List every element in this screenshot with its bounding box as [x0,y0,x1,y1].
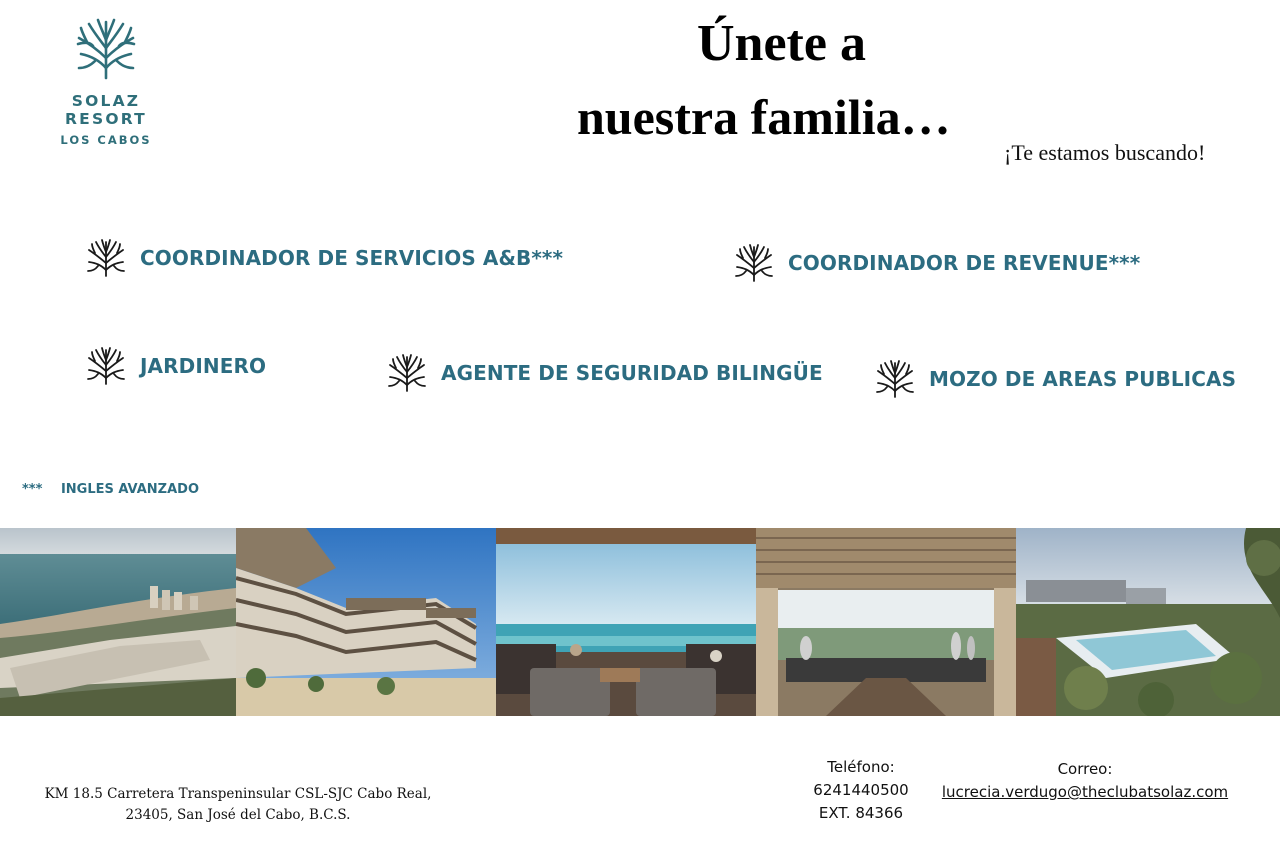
phone-number[interactable]: 6241440500 [813,781,909,799]
job-item-mozo-areas [875,359,1236,399]
headline-line-1: Únete a [697,15,866,72]
photo-ocean-terrace [496,528,756,716]
photo-aerial-resort [0,528,236,716]
photo-lobby-water [756,528,1016,716]
note-text: INGLES AVANZADO [60,482,200,497]
address-line-1: KM 18.5 Carretera Transpeninsular CSL-SJC Cabo Real, [44,786,432,802]
job-item-jardinero [86,346,266,386]
tagline: ¡Te estamos buscando! [1004,140,1206,165]
email-link[interactable]: lucrecia.verdugo@theclubatsolaz.com [941,783,1229,801]
job-title: JARDINERO [140,354,267,378]
job-title: COORDINADOR DE REVENUE*** [788,251,1141,275]
brand-name: SOLAZ RESORT [65,92,147,128]
phone-block [794,756,928,825]
coral-icon [86,238,126,278]
email-block [930,758,1240,804]
coral-icon [86,346,126,386]
address-line-2: 23405, San José del Cabo, B.C.S. [125,807,351,823]
coral-logo-icon [73,16,139,80]
coral-icon [387,353,427,393]
brand-location: LOS CABOS [60,133,152,147]
coral-icon [734,243,774,283]
job-title: AGENTE DE SEGURIDAD BILINGÜE [441,361,823,385]
job-item-agente-seguridad [387,353,823,393]
email-label: Correo: [1057,760,1113,778]
job-title: COORDINADOR DE SERVICIOS A&B*** [140,246,564,270]
job-title: MOZO DE AREAS PUBLICAS [929,367,1237,391]
job-item-coordinador-revenue [734,243,1140,283]
note-marker: *** [22,482,43,497]
job-item-coordinador-servicios [86,238,563,278]
phone-extension: EXT. 84366 [818,804,904,822]
language-note [22,482,199,497]
phone-label: Teléfono: [827,758,895,776]
headline-line-2: nuestra familia… [577,89,951,145]
brand-logo [28,16,184,147]
coral-icon [875,359,915,399]
address-block [22,784,454,826]
photo-strip [0,528,1280,716]
photo-garden-pool [1016,528,1280,716]
photo-terraced-building [236,528,496,716]
